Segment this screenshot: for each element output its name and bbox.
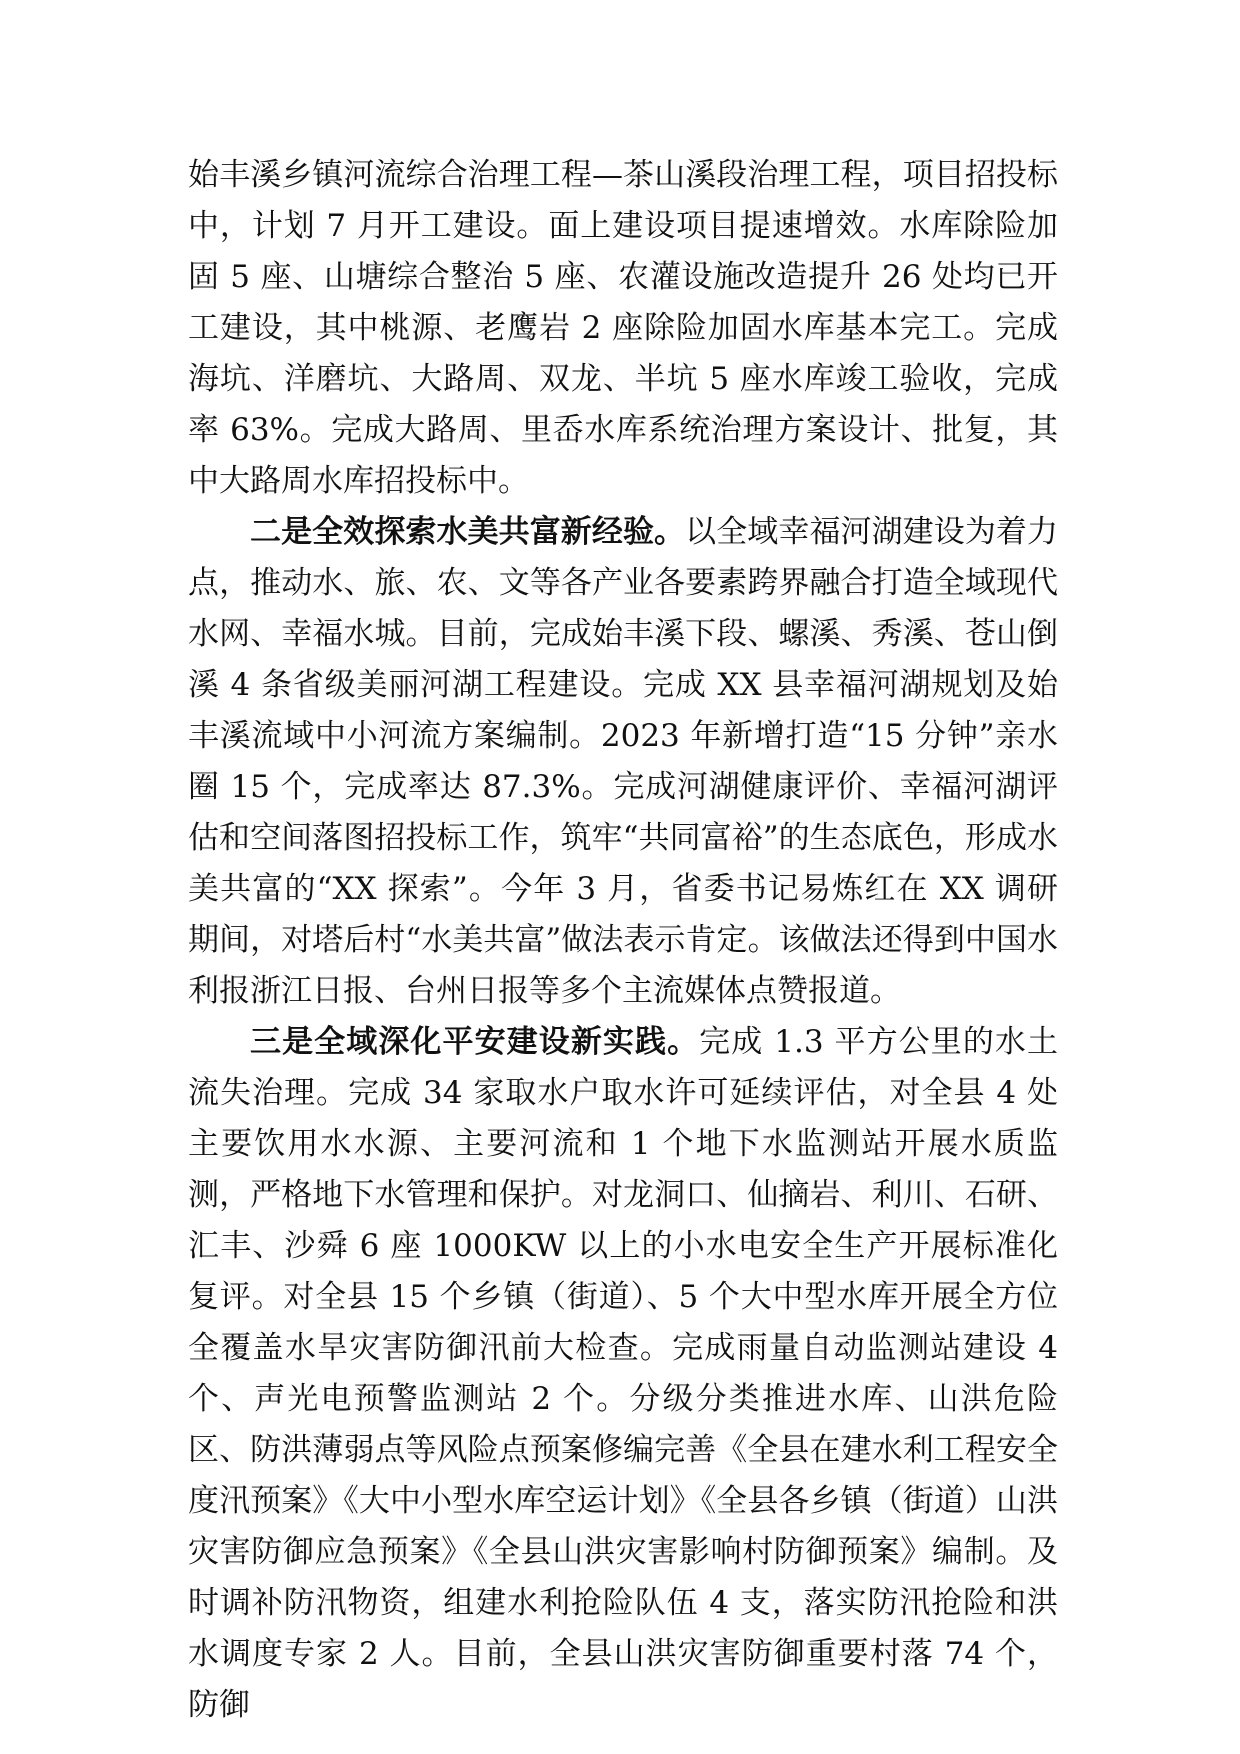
- paragraph-safety-practice: [188, 1017, 1058, 1731]
- paragraph-lead-heading: 三是全域深化平安建设新实践。: [250, 1024, 700, 1060]
- paragraph-water-prosperity: [188, 507, 1058, 1017]
- paragraph-text: 以全域幸福河湖建设为着力点，推动水、旅、农、文等各产业各要素跨界融合打造全域现代水网、幸福水城。目前，完成始丰溪下段、螺溪、秀溪、苍山倒溪 4 条省级美丽河湖工程建设。完成 XX 县幸福河湖规划及始丰溪流域中小河流方案编制。2023 年新增打造“15 分钟”亲水圈 15 个，完成率达 87.3%。完成河湖健康评价、幸福河湖评估和空间落图招投标工作，筑牢“共同富裕”的生态底色，形成水美共富的“XX 探索”。今年 3 月，省委书记易炼红在 XX 调研期间，对塔后村“水美共富”做法表示肯定。该做法还得到中国水利报浙江日报、台州日报等多个主流媒体点赞报道。: [188, 514, 1059, 1009]
- paragraph-project-progress: [188, 150, 1058, 507]
- paragraph-text: 完成 1.3 平方公里的水土流失治理。完成 34 家取水户取水许可延续评估，对全县 4 处主要饮用水水源、主要河流和 1 个地下水监测站开展水质监测，严格地下水管理和保护。对龙洞口、仙摘岩、利川、石研、汇丰、沙舜 6 座 1000KW 以上的小水电安全生产开展标准化复评。对全县 15 个乡镇（街道）、5 个大中型水库开展全方位全覆盖水旱灾害防御汛前大检查。完成雨量自动监测站建设 4 个、声光电预警监测站 2 个。分级分类推进水库、山洪危险区、防洪薄弱点等风险点预案修编完善《全县在建水利工程安全度汛预案》《大中小型水库空运计划》《全县各乡镇（街道）山洪灾害防御应急预案》《全县山洪灾害影响村防御预案》编制。及时调补防汛物资，组建水利抢险队伍 4 支，落实防汛抢险和洪水调度专家 2 人。目前，全县山洪灾害防御重要村落 74 个，防御: [188, 1024, 1058, 1723]
- paragraph-text: 始丰溪乡镇河流综合治理工程—茶山溪段治理工程，项目招投标中，计划 7 月开工建设。面上建设项目提速增效。水库除险加固 5 座、山塘综合整治 5 座、农灌设施改造提升 26 处均已开工建设，其中桃源、老鹰岩 2 座除险加固水库基本完工。完成海坑、洋磨坑、大路周、双龙、半坑 5 座水库竣工验收，完成率 63%。完成大路周、里岙水库系统治理方案设计、批复，其中大路周水库招投标中。: [188, 157, 1058, 499]
- document-page: [188, 150, 1058, 1731]
- paragraph-lead-heading: 二是全效探索水美共富新经验。: [250, 514, 686, 550]
